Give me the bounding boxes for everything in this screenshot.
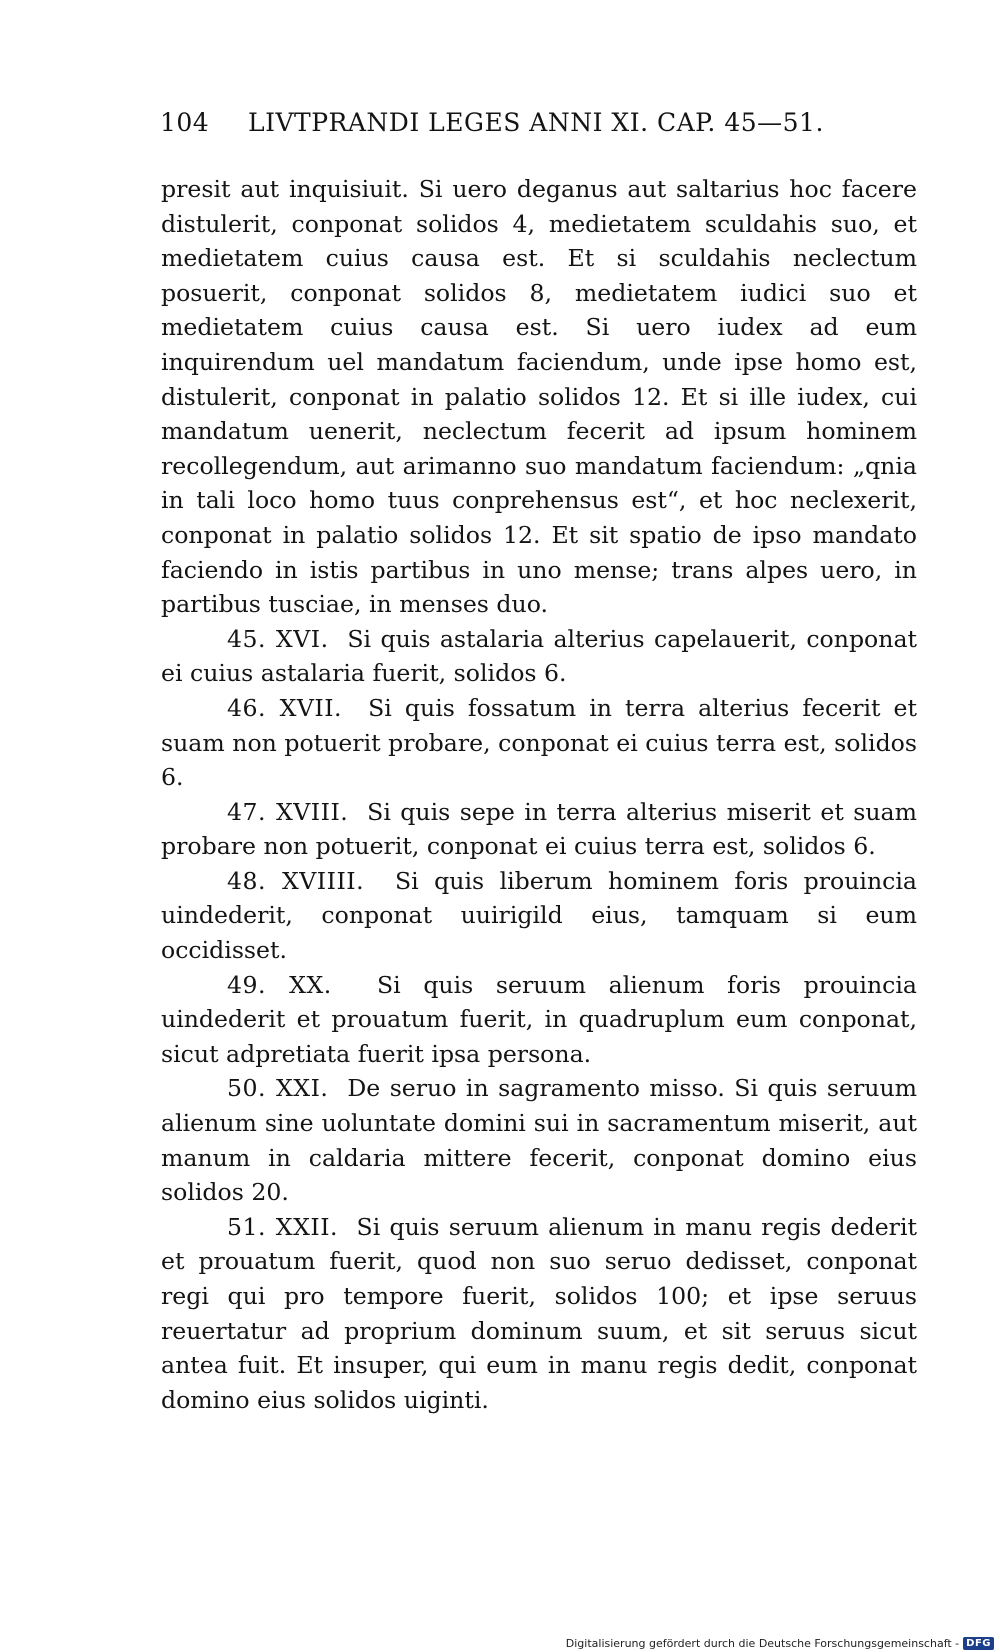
section-45	[161, 622, 917, 691]
section-text: Si quis astalaria alterius capelauerit, conponat ei cuius astalaria fuerit, solidos 6.	[161, 624, 918, 688]
running-head-title: LIVTPRANDI LEGES ANNI XI. CAP. 45—51.	[248, 108, 824, 137]
section-49	[161, 968, 917, 1072]
footer-credit-text: Digitalisierung gefördert durch die Deutsche Forschungsgemeinschaft -	[565, 1637, 960, 1650]
section-text: Si quis fossatum in terra alterius fecerit et suam non potuerit probare, conponat ei cuius terra est, solidos 6.	[161, 693, 917, 792]
section-number: 45. XVI.	[227, 624, 329, 653]
section-number: 50. XXI.	[227, 1074, 329, 1103]
running-head	[160, 108, 830, 137]
section-number: 48. XVIIII.	[227, 866, 365, 895]
section-number: 51. XXII.	[227, 1212, 339, 1241]
section-50	[161, 1071, 917, 1209]
section-text: Si quis sepe in terra alterius miserit et suam probare non potuerit, conponat ei cuius terra est, solidos 6.	[161, 797, 917, 861]
page-number: 104	[160, 108, 210, 137]
section-text: Si quis seruum alienum foris prouincia uindederit et prouatum fuerit, in quadruplum eum conponat, sicut adpretiata fuerit ipsa persona.	[161, 970, 917, 1068]
section-text: Si quis liberum hominem foris prouincia uindederit, conponat uuirigild eius, tamquam si eum occidisset.	[161, 866, 917, 965]
section-number: 46. XVII.	[227, 693, 343, 722]
section-47	[161, 795, 917, 864]
dfg-logo-icon: DFG	[963, 1637, 994, 1650]
section-number: 49. XX.	[227, 970, 332, 999]
body-text	[161, 172, 917, 1417]
section-46	[161, 691, 917, 795]
continuation-paragraph: presit aut inquisiuit. Si uero deganus aut saltarius hoc facere distulerit, conponat solidos 4, medietatem sculdahis suo, et medietatem cuius causa est. Et si sculdahis neclectum posuerit, conponat solidos 8, medietatem iudici suo et medietatem cuius causa est. Si uero iudex ad eum inquirendum uel mandatum faciendum, unde ipse homo est, distulerit, conponat in palatio solidos 12. Et si ille iudex, cui mandatum uenerit, neclectum fecerit ad ipsum hominem recollegendum, aut arimanno suo mandatum faciendum: „qnia in tali loco homo tuus conprehensus est“, et hoc neclexerit, conponat in palatio solidos 12. Et sit spatio de ipso mandato faciendo in istis partibus in uno mense; trans alpes uero, in partibus tusciae, in menses duo.	[161, 175, 917, 619]
section-number: 47. XVIII.	[227, 797, 349, 826]
section-text: Si quis seruum alienum in manu regis dederit et prouatum fuerit, quod non suo seruo dedisset, conponat regi qui pro tempore fuerit, solidos 100; et ipse seruus reuertatur ad proprium dominum suum, et sit seruus sicut antea fuit. Et insuper, qui eum in manu regis dedit, conponat domino eius solidos uiginti.	[161, 1212, 917, 1414]
digitization-footer	[566, 1637, 994, 1650]
section-51	[161, 1210, 917, 1418]
section-48	[161, 864, 917, 968]
section-text: De seruo in sagramento misso. Si quis seruum alienum sine uoluntate domini sui in sacramentum miserit, aut manum in caldaria mittere fecerit, conponat domino eius solidos 20.	[161, 1074, 918, 1207]
